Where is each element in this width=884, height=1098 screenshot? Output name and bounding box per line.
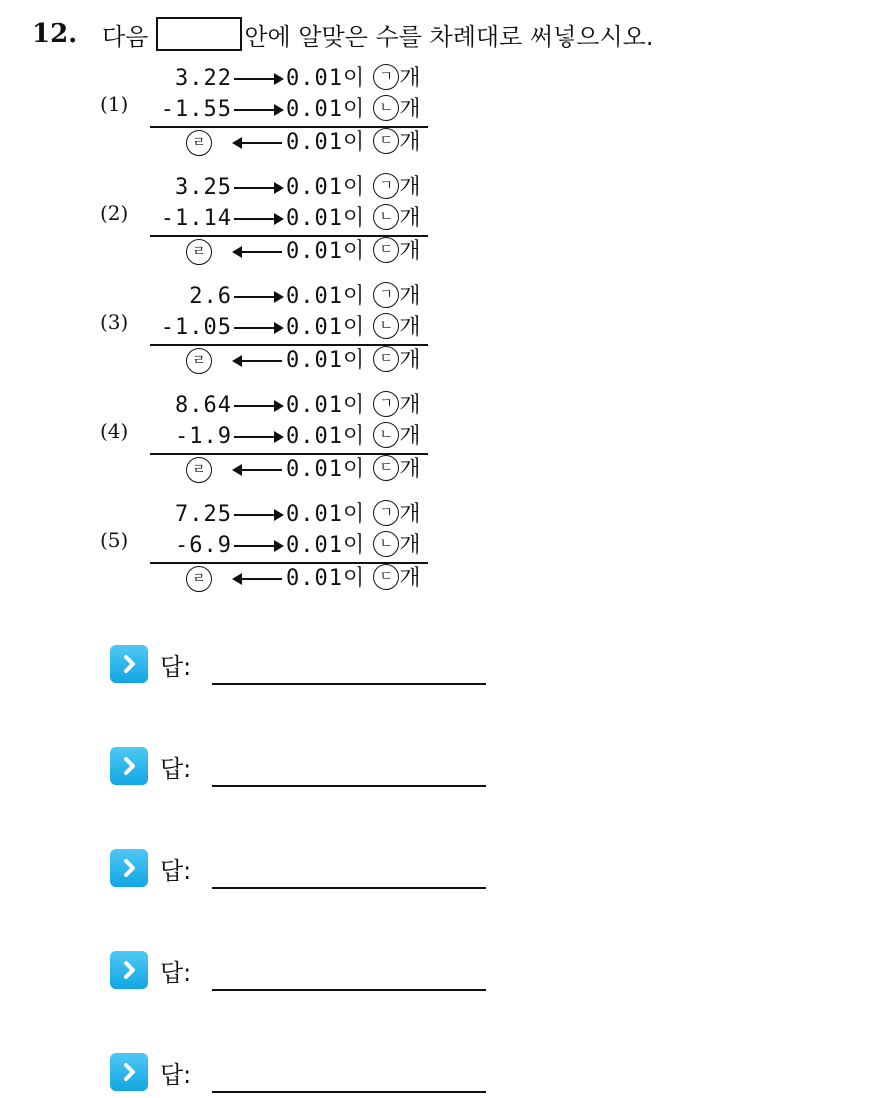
- arrow-right-icon: [234, 545, 282, 547]
- top-value: 2.6: [189, 284, 232, 309]
- answer-label: 답:: [160, 755, 192, 783]
- result-row: [0, 455, 884, 485]
- arrow-left-icon: [236, 142, 282, 144]
- arrow-left-icon: [236, 360, 282, 362]
- unit-expression: 0.01이 ㄱ 개: [286, 502, 421, 527]
- circle-marker-b: ㄴ: [373, 313, 399, 339]
- top-row: [0, 500, 884, 530]
- chevron-right-icon: [110, 1053, 148, 1091]
- chevron-right-icon: [110, 849, 148, 887]
- unit-expression: 0.01이 ㄷ 개: [286, 239, 421, 264]
- circle-marker-d: ㄹ: [186, 239, 212, 265]
- answer-line[interactable]: [212, 1091, 486, 1093]
- unit-expression: 0.01이 ㄷ 개: [286, 130, 421, 155]
- problem-4: [0, 391, 884, 491]
- answer-line[interactable]: [212, 989, 486, 991]
- bottom-row: [0, 531, 884, 561]
- circle-marker-a: ㄱ: [373, 500, 399, 526]
- bottom-row: [0, 422, 884, 452]
- circle-marker-c: ㄷ: [373, 346, 399, 372]
- chevron-right-icon: [110, 645, 148, 683]
- chevron-right-icon: [110, 747, 148, 785]
- bottom-value: -1.9: [175, 424, 232, 449]
- problem-label: (1): [100, 92, 129, 116]
- answer-label: 답:: [160, 1061, 192, 1089]
- answer-line[interactable]: [212, 785, 486, 787]
- circle-marker-c: ㄷ: [373, 455, 399, 481]
- circle-marker-d: ㄹ: [186, 457, 212, 483]
- arrow-right-icon: [234, 327, 282, 329]
- circle-marker-a: ㄱ: [373, 391, 399, 417]
- arrow-right-icon: [234, 296, 282, 298]
- result-row: [0, 128, 884, 158]
- answer-label: 답:: [160, 959, 192, 987]
- circle-marker-c: ㄷ: [373, 564, 399, 590]
- question-header: [32, 14, 653, 54]
- arrow-right-icon: [234, 436, 282, 438]
- answer-label: 답:: [160, 653, 192, 681]
- circle-marker-a: ㄱ: [373, 173, 399, 199]
- problem-label: (3): [100, 310, 129, 334]
- bottom-row: [0, 204, 884, 234]
- unit-expression: 0.01이 ㄷ 개: [286, 348, 421, 373]
- problem-1: [0, 64, 884, 164]
- bottom-row: [0, 95, 884, 125]
- unit-expression: 0.01이 ㄱ 개: [286, 393, 421, 418]
- arrow-left-icon: [236, 251, 282, 253]
- result-row: [0, 564, 884, 594]
- top-row: [0, 391, 884, 421]
- bottom-value: -1.05: [160, 315, 232, 340]
- problem-label: (2): [100, 201, 129, 225]
- answer-label: 답:: [160, 857, 192, 885]
- answer-2: [110, 747, 510, 787]
- top-row: [0, 64, 884, 94]
- bottom-value: -6.9: [175, 533, 232, 558]
- arrow-right-icon: [234, 218, 282, 220]
- arrow-right-icon: [234, 109, 282, 111]
- arrow-right-icon: [234, 187, 282, 189]
- unit-expression: 0.01이 ㄴ 개: [286, 424, 421, 449]
- top-value: 7.25: [175, 502, 232, 527]
- unit-expression: 0.01이 ㄴ 개: [286, 315, 421, 340]
- problem-5: [0, 500, 884, 600]
- circle-marker-b: ㄴ: [373, 531, 399, 557]
- unit-expression: 0.01이 ㄱ 개: [286, 66, 421, 91]
- top-row: [0, 282, 884, 312]
- question-number: 12.: [32, 19, 78, 49]
- answer-3: [110, 849, 510, 889]
- bottom-row: [0, 313, 884, 343]
- answer-4: [110, 951, 510, 991]
- circle-marker-d: ㄹ: [186, 566, 212, 592]
- blank-box: [156, 17, 242, 51]
- top-value: 3.25: [175, 175, 232, 200]
- arrow-right-icon: [234, 78, 282, 80]
- unit-expression: 0.01이 ㄱ 개: [286, 284, 421, 309]
- circle-marker-b: ㄴ: [373, 422, 399, 448]
- unit-expression: 0.01이 ㄷ 개: [286, 566, 421, 591]
- bottom-value: -1.55: [160, 97, 232, 122]
- circle-marker-b: ㄴ: [373, 95, 399, 121]
- problem-label: (4): [100, 419, 129, 443]
- arrow-left-icon: [236, 469, 282, 471]
- bottom-value: -1.14: [160, 206, 232, 231]
- arrow-left-icon: [236, 578, 282, 580]
- circle-marker-d: ㄹ: [186, 130, 212, 156]
- chevron-right-icon: [110, 951, 148, 989]
- circle-marker-a: ㄱ: [373, 64, 399, 90]
- answer-line[interactable]: [212, 887, 486, 889]
- arrow-right-icon: [234, 405, 282, 407]
- problem-label: (5): [100, 528, 129, 552]
- question-text-before: 다음: [102, 22, 149, 51]
- circle-marker-a: ㄱ: [373, 282, 399, 308]
- circle-marker-d: ㄹ: [186, 348, 212, 374]
- question-text-after: 안에 알맞은 수를 차례대로 써넣으시오.: [244, 22, 654, 51]
- unit-expression: 0.01이 ㄴ 개: [286, 97, 421, 122]
- circle-marker-c: ㄷ: [373, 128, 399, 154]
- answer-line[interactable]: [212, 683, 486, 685]
- arrow-right-icon: [234, 514, 282, 516]
- unit-expression: 0.01이 ㄴ 개: [286, 206, 421, 231]
- circle-marker-b: ㄴ: [373, 204, 399, 230]
- result-row: [0, 237, 884, 267]
- circle-marker-c: ㄷ: [373, 237, 399, 263]
- problem-2: [0, 173, 884, 273]
- answer-1: [110, 645, 510, 685]
- unit-expression: 0.01이 ㄷ 개: [286, 457, 421, 482]
- top-value: 3.22: [175, 66, 232, 91]
- unit-expression: 0.01이 ㄱ 개: [286, 175, 421, 200]
- result-row: [0, 346, 884, 376]
- unit-expression: 0.01이 ㄴ 개: [286, 533, 421, 558]
- top-row: [0, 173, 884, 203]
- problem-3: [0, 282, 884, 382]
- answer-5: [110, 1053, 510, 1093]
- top-value: 8.64: [175, 393, 232, 418]
